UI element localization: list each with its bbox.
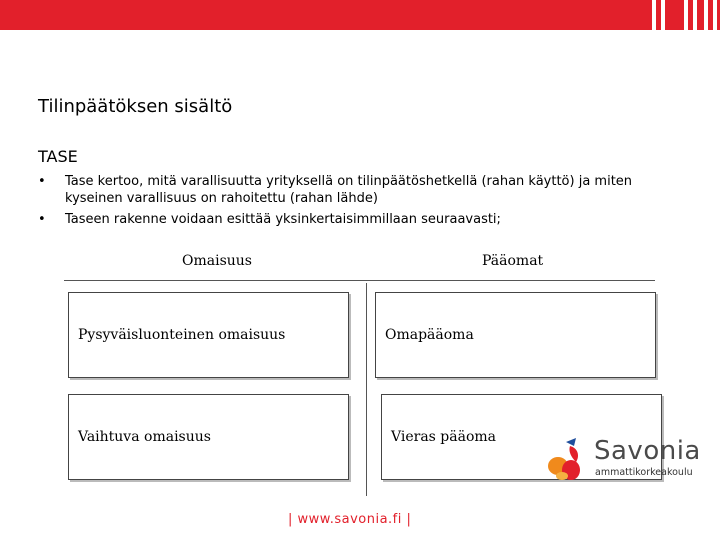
bullet-marker: • [38, 212, 46, 227]
savonia-logo [544, 436, 714, 486]
savonia-logo-icon [544, 436, 594, 486]
header-decoration [693, 0, 697, 30]
footer-url[interactable]: | www.savonia.fi | [288, 512, 412, 527]
bullet-list [38, 173, 658, 232]
current-assets-label: Vaihtuva omaisuus [78, 429, 211, 445]
header-decoration [652, 0, 656, 30]
fixed-assets-label: Pysyväisluonteinen omaisuus [78, 327, 286, 343]
slide-title: Tilinpäätöksen sisältö [38, 96, 233, 117]
liabilities-label: Vieras pääoma [391, 429, 497, 445]
equity-box [375, 292, 656, 378]
balance-divider-vertical [366, 283, 367, 496]
bullet-item [38, 173, 658, 207]
header-decoration [684, 0, 688, 30]
logo-wordmark: Savonia [594, 436, 701, 466]
equity-label: Omapääoma [385, 327, 474, 343]
section-heading: TASE [38, 147, 78, 166]
current-assets-box [68, 394, 349, 480]
header-decoration [704, 0, 708, 30]
assets-heading: Omaisuus [182, 253, 252, 269]
header-decoration [713, 0, 717, 30]
bullet-marker: • [38, 174, 46, 189]
logo-subtitle: ammattikorkeakoulu [595, 467, 693, 478]
capital-heading: Pääomat [482, 253, 544, 269]
header-bar [0, 0, 720, 30]
bullet-text: Taseen rakenne voidaan esittää yksinkertaisimmillaan seuraavasti; [65, 212, 501, 227]
balance-divider-horizontal [64, 280, 655, 281]
bullet-text: Tase kertoo, mitä varallisuutta yrityksellä on tilinpäätöshetkellä (rahan käyttö) ja miten kyseinen varallisuus on rahoitettu (rahan lähde) [65, 174, 633, 206]
header-decoration [661, 0, 665, 30]
fixed-assets-box [68, 292, 349, 378]
bullet-item [38, 211, 658, 228]
